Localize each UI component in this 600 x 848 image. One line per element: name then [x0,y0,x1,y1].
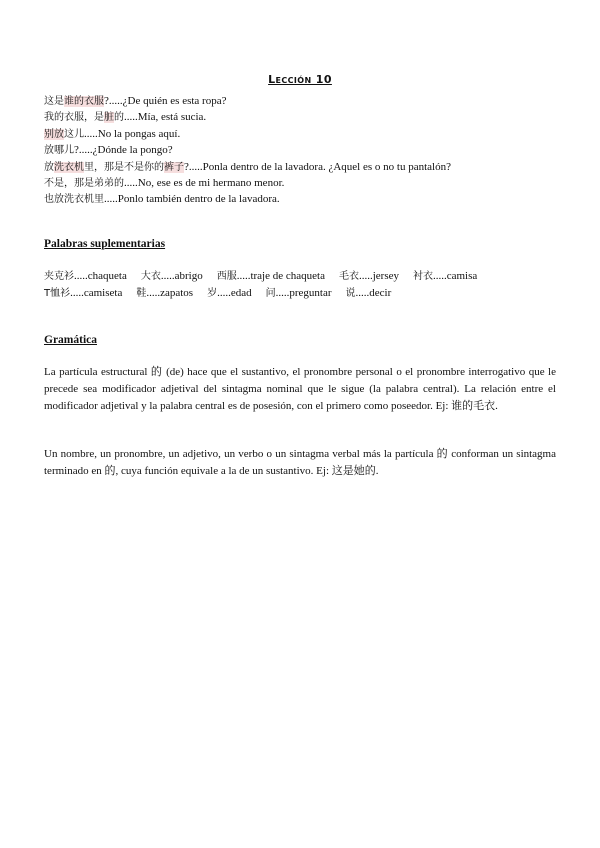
highlighted-chinese-text: 裤子 [164,161,184,173]
vocabulary-spanish: .....decir [355,287,392,299]
chinese-text: 我的衣服，是 [44,112,104,124]
dialogue-block [44,93,564,208]
vocabulary-chinese: 问 [265,288,276,299]
vocabulary-spanish: .....camisa [432,270,478,282]
vocabulary-item [413,268,477,285]
grammar-heading: Gramática [44,334,98,346]
highlighted-chinese-text: 衣服 [84,96,104,107]
vocabulary-spanish: .....traje de chaqueta [236,270,325,282]
chinese-text: 放 [44,161,54,173]
spanish-text: .....Ponlo también dentro de la lavadora. [104,193,280,206]
chinese-text: 这是 [44,96,64,107]
vocabulary-chinese: 说 [345,288,356,299]
vocabulary-spanish: .....zapatos [146,287,194,299]
chinese-text: 不 [124,161,134,173]
highlighted-chinese-text: 洗衣机 [54,161,84,173]
spanish-text: ?.....¿Dónde la pongo? [74,144,173,157]
vocabulary-chinese: 夹克衫 [44,271,74,282]
chinese-text: 放哪儿 [44,145,74,157]
dialogue-line [44,93,564,109]
vocabulary-spanish: .....preguntar [275,287,332,299]
dialogue-line [44,191,564,207]
vocabulary-chinese: 大衣 [140,271,161,282]
vocabulary-chinese: 衬衣 [412,271,433,282]
highlighted-chinese-text: 脏 [104,112,114,124]
dialogue-line [44,126,564,142]
vocabulary-spanish: .....jersey [358,270,399,282]
vocabulary-spanish: .....chaqueta [74,270,127,282]
spanish-text: .....No la pongas aquí. [84,127,181,140]
supplementary-words-heading: Palabras suplementarias [44,238,166,250]
vocabulary-chinese: 鞋 [136,288,147,299]
vocabulary-item [136,285,193,302]
vocabulary-chinese: T恤衫 [44,288,71,299]
grammar-paragraph: Un nombre, un pronombre, un adjetivo, un verbo o un sintagma verbal más la partícula 的 conforman un sintagma terminado en 的, cuya función equivale a la de un sustantivo. Ej: 这是她的. [44,448,556,477]
spanish-text: ?.....Ponla dentro de la lavadora. ¿Aquel es o no tu pantalón? [184,160,451,173]
spanish-text: .....No, ese es de mi hermano menor. [124,176,285,189]
dialogue-line [44,175,564,191]
vocabulary-chinese: 岁 [207,288,218,299]
spanish-text: .....Mía, está sucia. [124,111,207,124]
vocabulary-spanish: .....edad [217,287,252,299]
vocabulary-item [266,285,332,302]
chinese-text: 的 [114,112,124,124]
vocabulary-item [346,285,392,302]
dialogue-line [44,109,564,125]
grammar-paragraph: La partícula estructural 的 (de) hace que el sustantivo, el pronombre personal o el pronombre interrogativo que le precede sea modificador adjetival del sintagma nominal que le sigue (la palabra central). La relación entre el modificador adjetival y la palabra central es de posesión, con el primero como poseedor. Ej: 谁的毛衣. [44,366,556,412]
spanish-text: ?.....¿De quién es esta ropa? [104,95,227,107]
vocabulary-row [44,268,564,285]
vocabulary-item [44,285,122,302]
highlighted-chinese-text: 别放 [44,128,64,140]
dialogue-line [44,159,564,175]
chinese-text: 也放洗衣机里 [44,194,104,206]
vocabulary-item [339,268,399,285]
vocabulary-item [217,268,325,285]
vocabulary-item [44,268,127,285]
chinese-text: 不是，那是弟弟的 [44,177,124,189]
vocabulary-item [141,268,203,285]
chinese-text: 这儿 [64,128,84,140]
vocabulary-chinese: 毛衣 [338,271,359,282]
vocabulary-item [207,285,252,302]
vocabulary-list [44,268,564,302]
chinese-text: 里，那是 [84,161,124,173]
dialogue-line [44,142,564,158]
lesson-title: Lección 10 [268,73,332,86]
vocabulary-chinese: 西服 [216,271,237,282]
chinese-text: 是你的 [134,161,164,173]
highlighted-chinese-text: 谁的 [64,96,84,107]
vocabulary-row [44,285,564,302]
vocabulary-spanish: .....abrigo [160,270,203,282]
vocabulary-spanish: .....camiseta [70,287,123,299]
